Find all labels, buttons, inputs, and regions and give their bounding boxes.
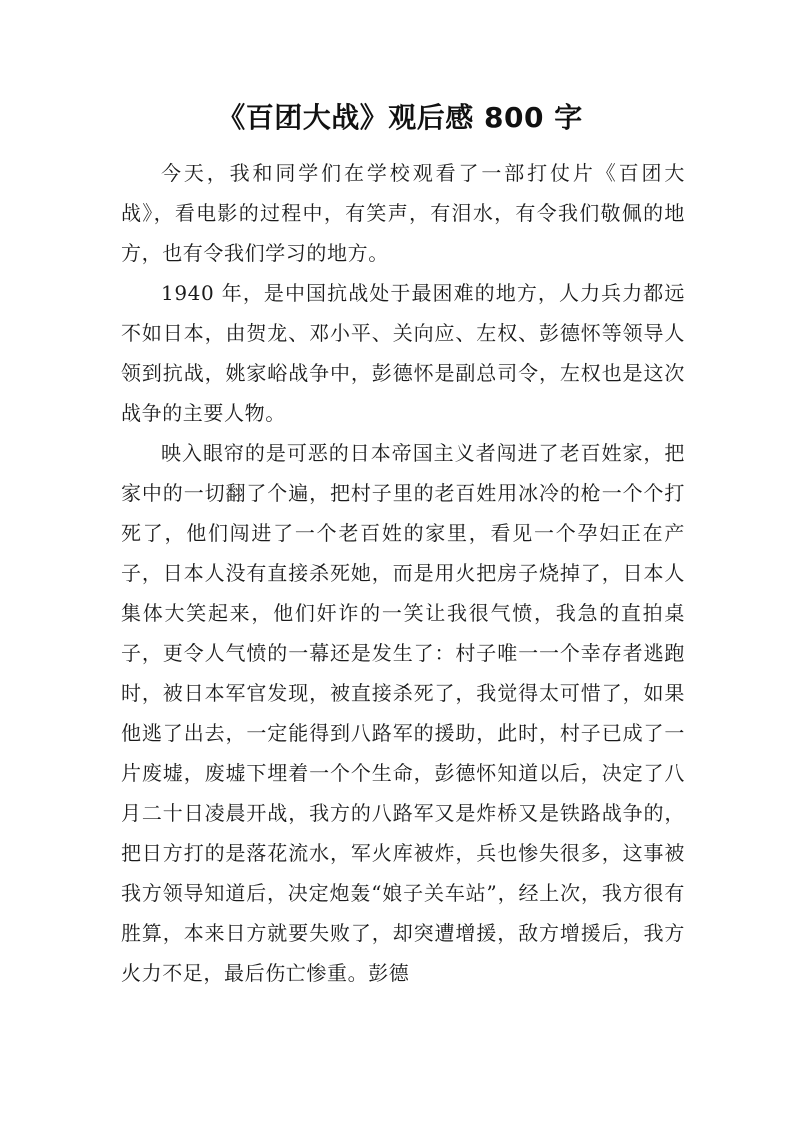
- document-title: 《百团大战》观后感 800 字: [217, 101, 583, 134]
- paragraph-1: 今天，我和同学们在学校观看了一部打仗片《百团大战》，看电影的过程中，有笑声，有泪水，有令我们敬佩的地方，也有令我们学习的地方。: [121, 161, 685, 265]
- paragraph-2: 1940 年，是中国抗战处于最困难的地方，人力兵力都远不如日本，由贺龙、邓小平、关向应、左权、彭德怀等领导人领到抗战，姚家峪战争中，彭德怀是副总司令，左权也是这次战争的主要人物。: [121, 281, 685, 425]
- paragraph-3: 映入眼帘的是可恶的日本帝国主义者闯进了老百姓家，把家中的一切翻了个遍，把村子里的老百姓用冰冷的枪一个个打死了，他们闯进了一个老百姓的家里，看见一个孕妇正在产子，日本人没有直接杀死她，而是用火把房子烧掉了，日本人集体大笑起来，他们奸诈的一笑让我很气愤，我急的直拍桌子，更令人气愤的一幕还是发生了：村子唯一一个幸存者逃跑时，被日本军官发现，被直接杀死了，我觉得太可惜了，如果他逃了出去，一定能得到八路军的援助，此时，村子已成了一片废墟，废墟下埋着一个个生命，彭德怀知道以后，决定了八月二十日凌晨开战，我方的八路军又是炸桥又是铁路战争的，把日方打的是落花流水，军火库被炸，兵也惨失很多，这事被我方领导知道后，决定炮轰“娘子关车站”，经上次，我方很有胜算，本来日方就要失败了，却突遭增援，敌方增援后，我方火力不足，最后伤亡惨重。彭德: [121, 441, 685, 985]
- document-body: [121, 153, 685, 993]
